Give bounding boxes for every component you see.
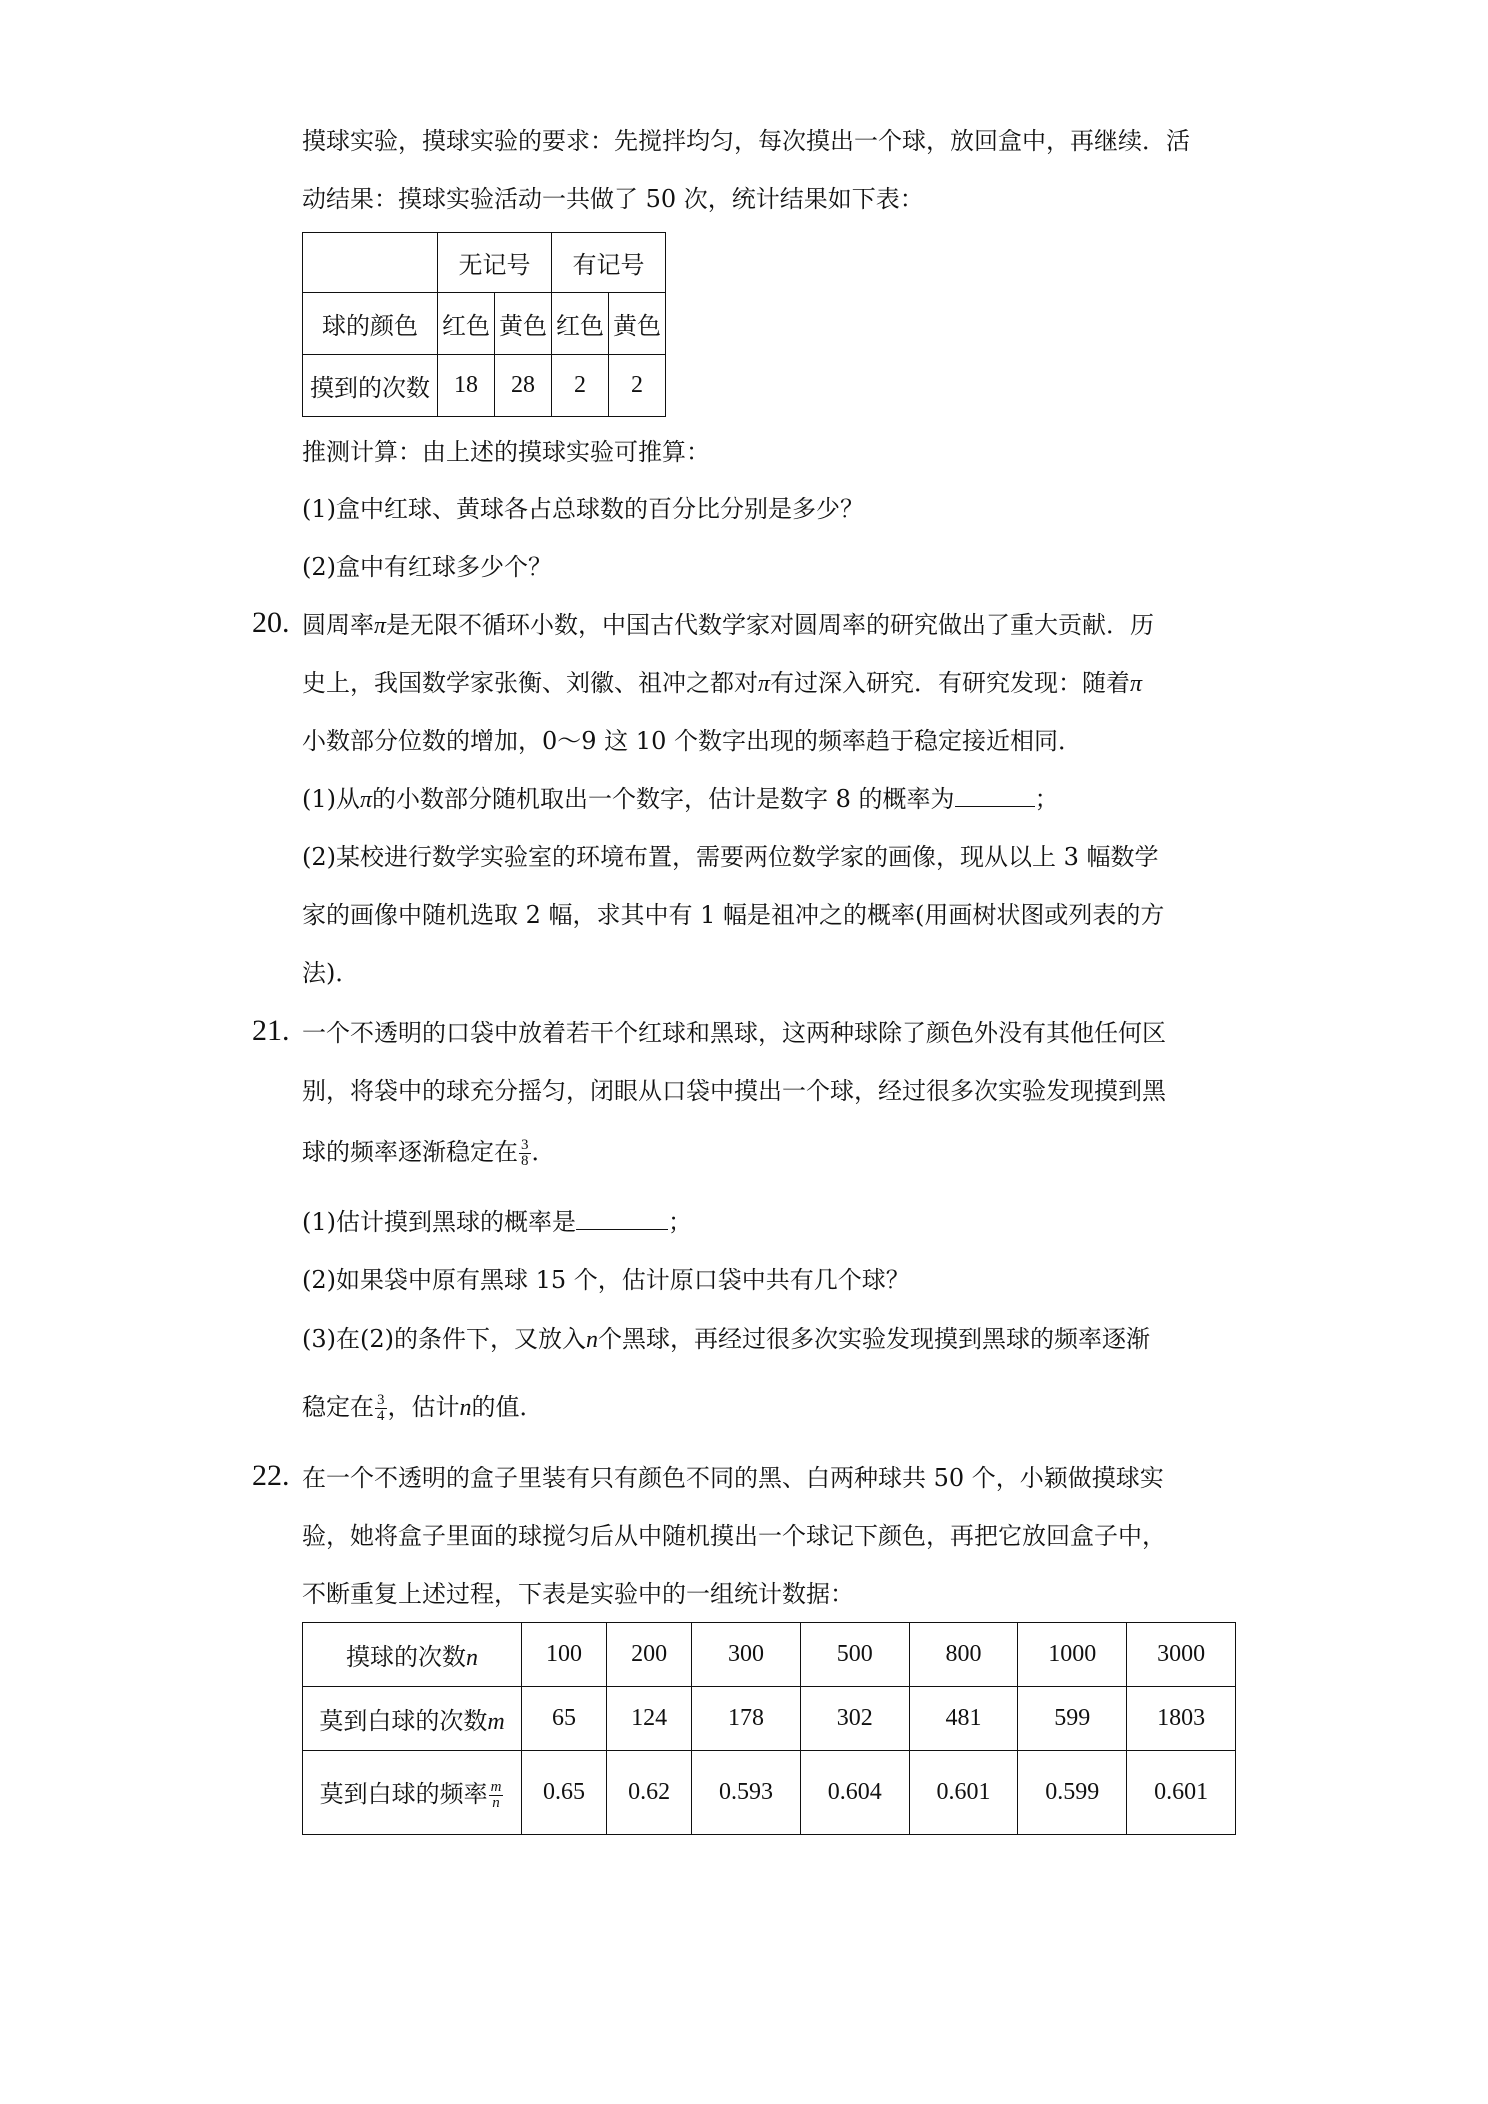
q20-line3: 小数部分位数的增加，0～9 这 10 个数字出现的频率趋于稳定接近相同．: [302, 727, 1082, 755]
q19-header-unmarked: 无记号: [438, 233, 552, 293]
q19-intro-line2: 动结果：摸球实验活动一共做了 50 次，统计结果如下表：: [302, 185, 924, 213]
q22-cell: 65: [522, 1687, 607, 1751]
q22-line2: 验，她将盒子里面的球搅匀后从中随机摸出一个球记下颜色，再把它放回盒子中，: [302, 1522, 1166, 1550]
q21-part3-line1: (3)在(2)的条件下，又放入n个黑球，再经过很多次实验发现摸到黑球的频率逐渐: [302, 1325, 1150, 1353]
q19-table: [302, 232, 666, 417]
q21-line2: 别，将袋中的球充分摇匀，闭眼从口袋中摸出一个球，经过很多次实验发现摸到黑: [302, 1077, 1166, 1105]
q22-cell: 200: [607, 1623, 692, 1687]
q22-line1: 在一个不透明的盒子里装有只有颜色不同的黑、白两种球共 50 个，小颖做摸球实: [302, 1464, 1164, 1492]
q19-count-cell: 2: [552, 355, 609, 417]
q19-color-cell: 红色: [552, 293, 609, 355]
q19-row-color-label: 球的颜色: [303, 293, 438, 355]
q22-cell: 178: [692, 1687, 801, 1751]
q22-cell: 302: [800, 1687, 909, 1751]
q22-row3-label: 莫到白球的频率 $\frac{m}{n}$: [303, 1751, 522, 1835]
q20-line2: 史上，我国数学家张衡、刘徽、祖冲之都对π有过深入研究．有研究发现：随着π: [302, 669, 1143, 697]
q22-cell: 100: [522, 1623, 607, 1687]
q20-part2-line3: 法)．: [302, 959, 360, 987]
q22-line3: 不断重复上述过程，下表是实验中的一组统计数据：: [302, 1580, 854, 1608]
q22-cell: 124: [607, 1687, 692, 1751]
q22-cell: 1803: [1127, 1687, 1236, 1751]
q22-cell: 0.62: [607, 1751, 692, 1835]
q22-cell: 0.601: [909, 1751, 1018, 1835]
answer-blank[interactable]: [955, 784, 1035, 807]
q19-count-cell: 18: [438, 355, 495, 417]
q22-cell: 1000: [1018, 1623, 1127, 1687]
q19-table-corner: [303, 233, 438, 293]
q22-cell: 300: [692, 1623, 801, 1687]
q21-number: 21.: [252, 1014, 290, 1047]
q22-cell: 0.601: [1127, 1751, 1236, 1835]
q21-part2: (2)如果袋中原有黑球 15 个，估计原口袋中共有几个球？: [302, 1266, 910, 1294]
fraction: $\frac{3}{8}$: [521, 1137, 529, 1169]
q19-color-cell: 黄色: [609, 293, 666, 355]
q21-part3-line2: 稳定在 $\frac{3}{4}$ ，估计n的值．: [302, 1392, 544, 1424]
q21-part1: (1)估计摸到黑球的概率是 ；: [302, 1208, 692, 1236]
q22-cell: 0.604: [800, 1751, 909, 1835]
q22-cell: 481: [909, 1687, 1018, 1751]
fraction: $\frac{3}{4}$: [377, 1392, 385, 1424]
q19-intro-line1: 摸球实验，摸球实验的要求：先搅拌均匀，每次摸出一个球，放回盒中，再继续．活: [302, 127, 1190, 155]
q22-cell: 0.599: [1018, 1751, 1127, 1835]
q20-part2-line2: 家的画像中随机选取 2 幅，求其中有 1 幅是祖冲之的概率(用画树状图或列表的方: [302, 901, 1165, 929]
q21-line1: 一个不透明的口袋中放着若干个红球和黑球，这两种球除了颜色外没有其他任何区: [302, 1019, 1166, 1047]
q21-line3: 球的频率逐渐稳定在 $\frac{3}{8}$ ．: [302, 1137, 556, 1169]
q22-cell: 500: [800, 1623, 909, 1687]
q22-cell: 800: [909, 1623, 1018, 1687]
q20-line1: 圆周率π是无限不循环小数，中国古代数学家对圆周率的研究做出了重大贡献．历: [302, 611, 1155, 639]
q19-part1: (1)盒中红球、黄球各占总球数的百分比分别是多少？: [302, 495, 864, 523]
q22-cell: 0.593: [692, 1751, 801, 1835]
fraction: $\frac{m}{n}$: [490, 1779, 502, 1811]
q22-cell: 3000: [1127, 1623, 1236, 1687]
q19-color-cell: 黄色: [495, 293, 552, 355]
q20-number: 20.: [252, 606, 290, 639]
q20-part2-line1: (2)某校进行数学实验室的环境布置，需要两位数学家的画像，现从以上 3 幅数学: [302, 843, 1159, 871]
q22-row2-label: 莫到白球的次数m: [303, 1687, 522, 1751]
q19-header-marked: 有记号: [552, 233, 666, 293]
q19-inference: 推测计算：由上述的摸球实验可推算：: [302, 438, 710, 466]
q19-color-cell: 红色: [438, 293, 495, 355]
q22-number: 22.: [252, 1459, 290, 1492]
q22-cell: 599: [1018, 1687, 1127, 1751]
q20-part1: (1)从π的小数部分随机取出一个数字，估计是数字 8 的概率为 ；: [302, 785, 1059, 813]
q22-row1-label: 摸球的次数n: [303, 1623, 522, 1687]
q19-row-count-label: 摸到的次数: [303, 355, 438, 417]
q22-table: [302, 1622, 1236, 1835]
answer-blank[interactable]: [576, 1207, 668, 1230]
q19-count-cell: 2: [609, 355, 666, 417]
q19-count-cell: 28: [495, 355, 552, 417]
q19-part2: (2)盒中有红球多少个？: [302, 553, 552, 581]
q22-cell: 0.65: [522, 1751, 607, 1835]
